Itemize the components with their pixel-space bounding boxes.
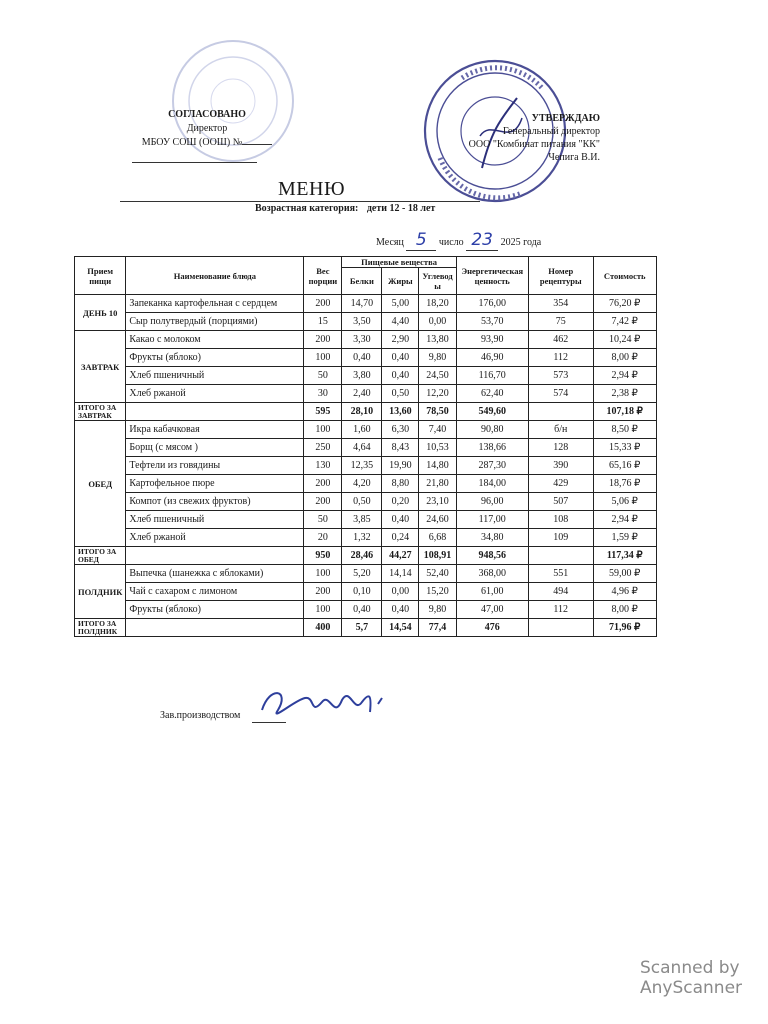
dish-cost: 18,76 ₽ [593, 475, 656, 493]
total-label: ИТОГО ЗА ЗАВТРАК [75, 403, 126, 421]
dish-protein: 14,70 [342, 295, 382, 313]
dish-name: Хлеб ржаной [126, 529, 304, 547]
dish-protein: 0,40 [342, 601, 382, 619]
dish-carbs: 10,53 [419, 439, 456, 457]
dish-name: Чай с сахаром с лимоном [126, 583, 304, 601]
dish-weight: 130 [304, 457, 342, 475]
dish-fat: 19,90 [382, 457, 419, 475]
dish-fat: 5,00 [382, 295, 419, 313]
dish-fat: 0,24 [382, 529, 419, 547]
dish-cost: 2,94 ₽ [593, 367, 656, 385]
date-line [376, 230, 541, 251]
table-row [75, 331, 657, 349]
dish-weight: 200 [304, 475, 342, 493]
day-value: 23 [466, 230, 498, 251]
meal-label: ДЕНЬ 10 [75, 295, 126, 331]
total-cost: 71,96 ₽ [593, 619, 656, 637]
dish-weight: 100 [304, 601, 342, 619]
dish-name: Фрукты (яблоко) [126, 349, 304, 367]
dish-recipe: 112 [528, 349, 593, 367]
dish-weight: 200 [304, 583, 342, 601]
dish-recipe: 112 [528, 601, 593, 619]
dish-carbs: 23,10 [419, 493, 456, 511]
dish-protein: 0,50 [342, 493, 382, 511]
dish-name: Борщ (с мясом ) [126, 439, 304, 457]
dish-carbs: 13,80 [419, 331, 456, 349]
dish-protein: 3,50 [342, 313, 382, 331]
table-row [75, 367, 657, 385]
dish-fat: 0,00 [382, 583, 419, 601]
total-empty [126, 403, 304, 421]
table-row [75, 493, 657, 511]
table-row [75, 295, 657, 313]
dish-cost: 5,06 ₽ [593, 493, 656, 511]
dish-protein: 5,20 [342, 565, 382, 583]
agreed-role: Директор [186, 123, 228, 134]
total-carbs: 108,91 [419, 547, 456, 565]
dish-fat: 8,80 [382, 475, 419, 493]
watermark-line2: AnyScanner [640, 978, 743, 998]
header-cost: Стоимость [593, 257, 656, 295]
dish-protein: 0,10 [342, 583, 382, 601]
dish-name: Сыр полутвердый (порциями) [126, 313, 304, 331]
dish-name: Компот (из свежих фруктов) [126, 493, 304, 511]
total-empty [126, 619, 304, 637]
dish-weight: 200 [304, 493, 342, 511]
dish-weight: 100 [304, 349, 342, 367]
dish-cost: 4,96 ₽ [593, 583, 656, 601]
header-dish: Наименование блюда [126, 257, 304, 295]
total-energy: 948,56 [456, 547, 528, 565]
month-value: 5 [406, 230, 436, 251]
total-cost: 107,18 ₽ [593, 403, 656, 421]
approved-title: УТВЕРЖДАЮ [531, 113, 600, 124]
dish-fat: 0,40 [382, 367, 419, 385]
dish-recipe: 354 [528, 295, 593, 313]
dish-weight: 250 [304, 439, 342, 457]
dish-recipe: б/н [528, 421, 593, 439]
total-weight: 950 [304, 547, 342, 565]
agreed-block [112, 108, 302, 163]
dish-recipe: 128 [528, 439, 593, 457]
dish-protein: 2,40 [342, 385, 382, 403]
dish-cost: 8,00 ₽ [593, 349, 656, 367]
approved-org: ООО "Комбинат питания "КК" [468, 139, 600, 150]
table-row [75, 457, 657, 475]
approved-name: Чепига В.И. [548, 152, 600, 163]
age-category-value: дети 12 - 18 лет [366, 203, 436, 214]
header-weight: Вес порции [304, 257, 342, 295]
dish-carbs: 24,50 [419, 367, 456, 385]
dish-fat: 0,40 [382, 511, 419, 529]
dish-fat: 0,40 [382, 349, 419, 367]
dish-fat: 6,30 [382, 421, 419, 439]
dish-name: Выпечка (шанежка с яблоками) [126, 565, 304, 583]
dish-weight: 15 [304, 313, 342, 331]
dish-protein: 1,32 [342, 529, 382, 547]
dish-carbs: 14,80 [419, 457, 456, 475]
dish-carbs: 15,20 [419, 583, 456, 601]
header-recipe: Номер рецептуры [528, 257, 593, 295]
dish-energy: 116,70 [456, 367, 528, 385]
dish-weight: 200 [304, 295, 342, 313]
dish-carbs: 9,80 [419, 349, 456, 367]
total-carbs: 78,50 [419, 403, 456, 421]
dish-cost: 8,50 ₽ [593, 421, 656, 439]
dish-carbs: 52,40 [419, 565, 456, 583]
dish-protein: 1,60 [342, 421, 382, 439]
dish-cost: 1,59 ₽ [593, 529, 656, 547]
dish-protein: 4,20 [342, 475, 382, 493]
total-fat: 44,27 [382, 547, 419, 565]
dish-recipe: 109 [528, 529, 593, 547]
dish-protein: 3,85 [342, 511, 382, 529]
dish-carbs: 7,40 [419, 421, 456, 439]
signature-label: Зав.производством [160, 710, 241, 721]
total-carbs: 77,4 [419, 619, 456, 637]
dish-weight: 50 [304, 367, 342, 385]
age-category-label: Возрастная категория: [255, 203, 359, 214]
dish-carbs: 12,20 [419, 385, 456, 403]
dish-energy: 61,00 [456, 583, 528, 601]
scanner-watermark [640, 958, 742, 998]
agreed-org: МБОУ СОШ (ООШ) № [141, 137, 243, 148]
dish-protein: 12,35 [342, 457, 382, 475]
dish-fat: 4,40 [382, 313, 419, 331]
total-weight: 595 [304, 403, 342, 421]
dish-energy: 287,30 [456, 457, 528, 475]
table-row [75, 475, 657, 493]
total-protein: 28,10 [342, 403, 382, 421]
dish-energy: 34,80 [456, 529, 528, 547]
dish-carbs: 0,00 [419, 313, 456, 331]
header-protein: Белки [342, 268, 382, 295]
dish-energy: 62,40 [456, 385, 528, 403]
dish-cost: 15,33 ₽ [593, 439, 656, 457]
total-row [75, 619, 657, 637]
dish-energy: 368,00 [456, 565, 528, 583]
total-energy: 549,60 [456, 403, 528, 421]
total-protein: 28,46 [342, 547, 382, 565]
table-row [75, 529, 657, 547]
dish-recipe: 75 [528, 313, 593, 331]
dish-name: Хлеб пшеничный [126, 367, 304, 385]
dish-recipe: 462 [528, 331, 593, 349]
total-row [75, 403, 657, 421]
dish-fat: 2,90 [382, 331, 419, 349]
dish-energy: 184,00 [456, 475, 528, 493]
dish-recipe: 551 [528, 565, 593, 583]
approved-role: Генеральный директор [502, 126, 600, 137]
dish-weight: 20 [304, 529, 342, 547]
total-recipe-empty [528, 619, 593, 637]
watermark-line1: Scanned by [640, 958, 740, 978]
total-recipe-empty [528, 547, 593, 565]
dish-energy: 53,70 [456, 313, 528, 331]
table-row [75, 421, 657, 439]
agreed-signature-line [132, 152, 257, 163]
total-cost: 117,34 ₽ [593, 547, 656, 565]
dish-energy: 117,00 [456, 511, 528, 529]
age-category-line [120, 201, 480, 214]
table-row [75, 583, 657, 601]
total-weight: 400 [304, 619, 342, 637]
header-nutrients: Пищевые вещества [342, 257, 456, 268]
total-label: ИТОГО ЗА ОБЕД [75, 547, 126, 565]
dish-cost: 65,16 ₽ [593, 457, 656, 475]
dish-fat: 14,14 [382, 565, 419, 583]
dish-energy: 96,00 [456, 493, 528, 511]
dish-fat: 0,50 [382, 385, 419, 403]
total-energy: 476 [456, 619, 528, 637]
dish-cost: 2,94 ₽ [593, 511, 656, 529]
dish-energy: 90,80 [456, 421, 528, 439]
dish-carbs: 18,20 [419, 295, 456, 313]
header-meal: Прием пищи [75, 257, 126, 295]
dish-fat: 0,20 [382, 493, 419, 511]
dish-name: Тефтели из говядины [126, 457, 304, 475]
document-title: МЕНЮ [278, 178, 345, 200]
dish-fat: 8,43 [382, 439, 419, 457]
dish-protein: 0,40 [342, 349, 382, 367]
agreed-title: СОГЛАСОВАНО [168, 109, 246, 120]
dish-carbs: 21,80 [419, 475, 456, 493]
approved-block [450, 112, 600, 164]
dish-energy: 47,00 [456, 601, 528, 619]
dish-weight: 100 [304, 421, 342, 439]
dish-carbs: 9,80 [419, 601, 456, 619]
dish-cost: 2,38 ₽ [593, 385, 656, 403]
header-carbs: Углевод ы [419, 268, 456, 295]
menu-table [74, 256, 657, 637]
dish-recipe: 507 [528, 493, 593, 511]
menu-table-body [75, 295, 657, 637]
dish-name: Хлеб ржаной [126, 385, 304, 403]
day-label: число [438, 237, 464, 248]
total-label: ИТОГО ЗА ПОЛДНИК [75, 619, 126, 637]
dish-name: Картофельное пюре [126, 475, 304, 493]
dish-weight: 200 [304, 331, 342, 349]
table-row [75, 439, 657, 457]
dish-cost: 7,42 ₽ [593, 313, 656, 331]
dish-recipe: 574 [528, 385, 593, 403]
dish-cost: 10,24 ₽ [593, 331, 656, 349]
dish-carbs: 6,68 [419, 529, 456, 547]
meal-label: ОБЕД [75, 421, 126, 547]
dish-protein: 3,80 [342, 367, 382, 385]
dish-name: Икра кабачковая [126, 421, 304, 439]
dish-protein: 3,30 [342, 331, 382, 349]
dish-energy: 176,00 [456, 295, 528, 313]
header-fat: Жиры [382, 268, 419, 295]
meal-label: ЗАВТРАК [75, 331, 126, 403]
dish-weight: 100 [304, 565, 342, 583]
dish-name: Фрукты (яблоко) [126, 601, 304, 619]
total-fat: 13,60 [382, 403, 419, 421]
dish-recipe: 429 [528, 475, 593, 493]
year-label: 2025 года [500, 237, 542, 248]
dish-energy: 93,90 [456, 331, 528, 349]
total-row [75, 547, 657, 565]
month-label: Месяц [376, 237, 404, 248]
total-fat: 14,54 [382, 619, 419, 637]
table-row [75, 313, 657, 331]
dish-name: Запеканка картофельная с сердцем [126, 295, 304, 313]
handwritten-signature [250, 680, 400, 726]
dish-energy: 138,66 [456, 439, 528, 457]
dish-carbs: 24,60 [419, 511, 456, 529]
dish-recipe: 494 [528, 583, 593, 601]
dish-recipe: 390 [528, 457, 593, 475]
header-energy: Энергетическая ценность [456, 257, 528, 295]
table-row [75, 565, 657, 583]
dish-cost: 8,00 ₽ [593, 601, 656, 619]
table-row [75, 349, 657, 367]
dish-recipe: 108 [528, 511, 593, 529]
dish-recipe: 573 [528, 367, 593, 385]
table-row [75, 601, 657, 619]
table-row [75, 511, 657, 529]
dish-protein: 4,64 [342, 439, 382, 457]
table-row [75, 385, 657, 403]
meal-label: ПОЛДНИК [75, 565, 126, 619]
dish-fat: 0,40 [382, 601, 419, 619]
total-protein: 5,7 [342, 619, 382, 637]
dish-energy: 46,90 [456, 349, 528, 367]
dish-weight: 30 [304, 385, 342, 403]
dish-name: Какао с молоком [126, 331, 304, 349]
total-recipe-empty [528, 403, 593, 421]
dish-name: Хлеб пшеничный [126, 511, 304, 529]
dish-cost: 59,00 ₽ [593, 565, 656, 583]
total-empty [126, 547, 304, 565]
dish-cost: 76,20 ₽ [593, 295, 656, 313]
dish-weight: 50 [304, 511, 342, 529]
